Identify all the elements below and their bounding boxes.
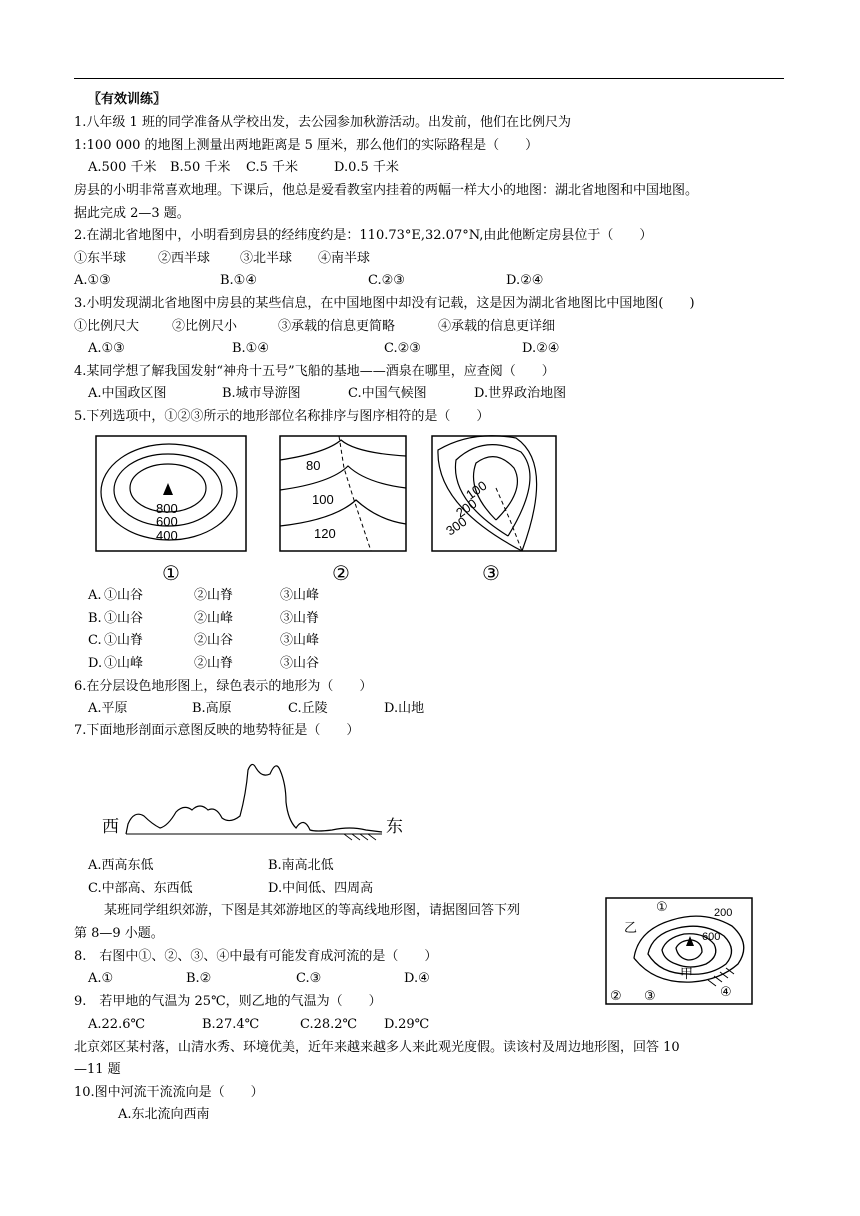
q7-option-b: B.南高北低 — [268, 858, 334, 873]
q2-item-1: ①东半球 — [74, 251, 127, 266]
q3-option-d: D.②④ — [522, 341, 560, 356]
q5-option-b-letter: B. — [88, 611, 102, 626]
q8-option-d: D.④ — [404, 971, 430, 986]
q8-option-b: B.② — [186, 971, 212, 986]
q10-stem: 10.图中河流干流流向是（ ） — [74, 1085, 264, 1100]
q9-option-b: B.27.4℃ — [202, 1017, 260, 1032]
q2-option-a: A.①③ — [74, 273, 111, 288]
q3-item-3: ③承载的信息更简略 — [278, 319, 396, 334]
intro-8-9-line2: 第 8—9 小题。 — [74, 926, 164, 941]
q1-option-b: B.50 千米 — [170, 160, 231, 175]
q2-option-c: C.②③ — [368, 273, 405, 288]
q5-option-a-1: ①山谷 — [104, 588, 144, 603]
q6-stem: 6.在分层设色地形图上，绿色表示的地形为（ ） — [74, 679, 373, 694]
q5-option-c-3: ③山峰 — [280, 633, 320, 648]
map-label-4: ④ — [720, 984, 732, 999]
q5-option-d-letter: D. — [88, 656, 103, 671]
q9-option-a: A.22.6℃ — [88, 1017, 146, 1032]
q9-option-c: C.28.2℃ — [300, 1017, 358, 1032]
q2-option-d: D.②④ — [506, 273, 544, 288]
q8-option-a: A.① — [88, 971, 114, 986]
q5-option-d-1: ①山峰 — [104, 656, 144, 671]
intro-8-9-line1: 某班同学组织郊游，下图是其郊游地区的等高线地形图，请据图回答下列 — [104, 903, 521, 918]
map-label-200: 200 — [714, 907, 733, 919]
intro-2-3-line2: 据此完成 2—3 题。 — [74, 206, 190, 221]
section-title: 〖有效训练〗 — [88, 92, 167, 107]
map-label-600: 600 — [702, 931, 721, 943]
q7-option-d: D.中间低、四周高 — [268, 881, 374, 896]
fig2-label-100: 100 — [312, 492, 334, 507]
q2-item-4: ④南半球 — [318, 251, 371, 266]
q5-option-a-2: ②山脊 — [194, 588, 234, 603]
fig3-label-200: 200 — [453, 495, 480, 521]
q1-stem-line2: 1:100 000 的地图上测量出两地距离是 5 厘米，那么他们的实际路程是（ ） — [74, 138, 539, 153]
q5-option-b-2: ②山峰 — [194, 611, 234, 626]
fig3-label-100: 100 — [463, 477, 490, 503]
q1-option-c: C.5 千米 — [246, 160, 299, 175]
q5-option-d-3: ③山谷 — [280, 656, 320, 671]
q6-option-d: D.山地 — [384, 701, 425, 716]
q5-option-d-2: ②山脊 — [194, 656, 234, 671]
fig1-label-800: 800 — [156, 501, 178, 516]
header-rule — [74, 78, 784, 79]
q5-figure-3 — [432, 436, 556, 551]
profile-label-east: 东 — [386, 817, 403, 836]
q5-contour-figures — [86, 428, 566, 588]
q5-option-a-letter: A. — [88, 588, 102, 603]
q2-item-3: ③北半球 — [240, 251, 293, 266]
q3-option-b: B.①④ — [232, 341, 269, 356]
peak-triangle-icon — [163, 483, 173, 495]
q8-option-c: C.③ — [296, 971, 322, 986]
q10-option-a: A.东北流向西南 — [118, 1107, 210, 1122]
q1-option-d: D.0.5 千米 — [334, 160, 399, 175]
q4-option-d: D.世界政治地图 — [474, 386, 567, 401]
q6-option-a: A.平原 — [88, 701, 128, 716]
fig2-caption: ② — [332, 563, 350, 585]
q4-option-c: C.中国气候图 — [348, 386, 427, 401]
q5-stem: 5.下列选项中，①②③所示的地形部位名称排序与图序相符的是（ ） — [74, 409, 490, 424]
profile-label-west: 西 — [102, 817, 119, 836]
fig1-caption: ① — [162, 563, 180, 585]
q7-stem: 7.下面地形剖面示意图反映的地势特征是（ ） — [74, 723, 360, 738]
map-label-2: ② — [610, 988, 622, 1003]
fig3-caption: ③ — [482, 563, 500, 585]
q6-option-b: B.高原 — [192, 701, 232, 716]
q9-option-d: D.29℃ — [384, 1017, 430, 1032]
q5-option-b-1: ①山谷 — [104, 611, 144, 626]
q3-item-1: ①比例尺大 — [74, 319, 140, 334]
q5-option-c-2: ②山谷 — [194, 633, 234, 648]
q1-option-a: A.500 千米 — [88, 160, 157, 175]
q7-option-a: A.西高东低 — [88, 858, 154, 873]
fig3-label-300: 300 — [443, 513, 470, 539]
fig2-label-120: 120 — [314, 526, 336, 541]
q4-option-b: B.城市导游图 — [222, 386, 301, 401]
map-label-3: ③ — [644, 988, 656, 1003]
map-label-jia: 甲 — [680, 966, 694, 981]
map-label-yi: 乙 — [624, 920, 638, 935]
q3-item-2: ②比例尺小 — [172, 319, 238, 334]
q6-option-c: C.丘陵 — [288, 701, 328, 716]
q5-figure-2 — [280, 436, 406, 551]
map-label-1: ① — [656, 899, 668, 914]
fig2-label-80: 80 — [306, 458, 321, 473]
fig1-label-400: 400 — [156, 528, 178, 543]
q9-stem: 9. 若甲地的气温为 25℃，则乙地的气温为（ ） — [74, 994, 382, 1009]
q5-option-c-1: ①山脊 — [104, 633, 144, 648]
q2-item-2: ②西半球 — [158, 251, 211, 266]
q2-stem: 2.在湖北省地图中，小明看到房县的经纬度约是：110.73°E,32.07°N,由此他断定房县位于（ ） — [74, 228, 653, 243]
q3-stem: 3.小明发现湖北省地图中房县的某些信息，在中国地图中却没有记载，这是因为湖北省地图比中国地图( ) — [74, 296, 695, 311]
q4-option-a: A.中国政区图 — [88, 386, 167, 401]
q7-terrain-profile — [96, 754, 416, 846]
q2-option-b: B.①④ — [220, 273, 257, 288]
intro-10-11-line1: 北京郊区某村落，山清水秀、环境优美，近年来越来越多人来此观光度假。读该村及周边地形图，回答 10 — [74, 1040, 680, 1055]
q5-option-a-3: ③山峰 — [280, 588, 320, 603]
q3-option-a: A.①③ — [88, 341, 125, 356]
q1-stem-line1: 1.八年级 1 班的同学准备从学校出发，去公园参加秋游活动。出发前，他们在比例尺为 — [74, 115, 571, 130]
q4-stem: 4.某同学想了解我国发射“神舟十五号”飞船的基地——酒泉在哪里，应查阅（ ） — [74, 364, 555, 379]
q5-option-b-3: ③山脊 — [280, 611, 320, 626]
q8-9-contour-map — [604, 896, 756, 1008]
q8-stem: 8. 右图中①、②、③、④中最有可能发育成河流的是（ ） — [74, 949, 438, 964]
q3-item-4: ④承载的信息更详细 — [438, 319, 556, 334]
intro-2-3-line1: 房县的小明非常喜欢地理。下课后，他总是爱看教室内挂着的两幅一样大小的地图：湖北省地图和中国地图。 — [74, 183, 699, 198]
intro-10-11-line2: —11 题 — [74, 1062, 121, 1077]
q7-option-c: C.中部高、东西低 — [88, 881, 193, 896]
q3-option-c: C.②③ — [384, 341, 421, 356]
q5-figure-1 — [96, 436, 246, 551]
fig1-label-600: 600 — [156, 514, 178, 529]
q5-option-c-letter: C. — [88, 633, 102, 648]
